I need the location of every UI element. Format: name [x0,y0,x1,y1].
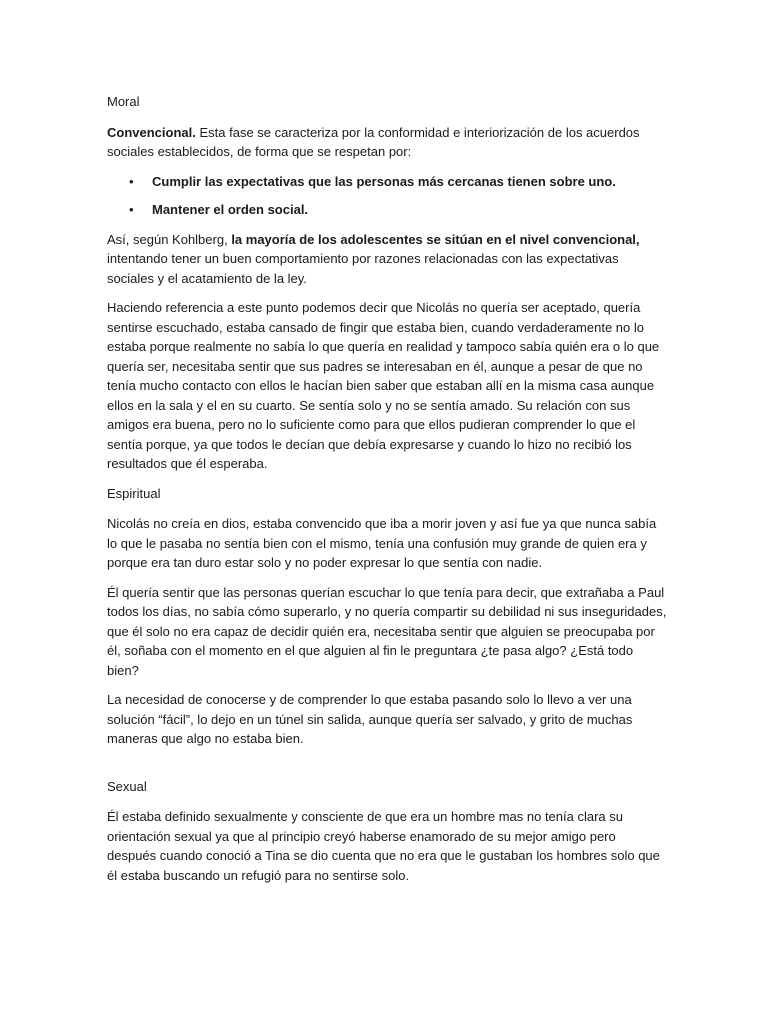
section-heading-moral: Moral [107,94,140,109]
section-heading-sexual: Sexual [107,778,147,794]
blank-line [107,759,668,777]
espiritual-paragraph-1: Nicolás no creía en dios, estaba convencido que iba a morir joven y así fue ya que nunca sabía lo que le pasaba no sentía bien con el mismo, tenía una confusión muy grande de quien era y porque era tan duro estar solo y no poder expresar lo que sentía con nadie. [107,516,657,570]
section-heading-espiritual: Espiritual [107,485,161,501]
kohlberg-paragraph [107,230,668,289]
moral-intro-paragraph [107,123,668,162]
espiritual-paragraph-3: La necesidad de conocerse y de comprender lo que estaba pasando solo lo llevo a ver una solución “fácil”, lo dejo en un túnel sin salida, aunque quería ser salvado, y grito de muchas maneras que algo no estaba bien. [107,692,633,746]
bullet-icon: • [129,173,134,189]
list-item [107,200,668,220]
kohlberg-bold-text: la mayoría de los adolescentes se sitúan en el nivel convencional, [231,231,640,247]
bullet-icon: • [129,202,134,217]
kohlberg-text-end: intentando tener un buen comportamiento por razones relacionadas con las expectativas sociales y el acatamiento de la ley. [107,251,619,286]
sexual-paragraph: Él estaba definido sexualmente y consciente de que era un hombre mas no tenía clara su orientación sexual ya que al principio creyó haberse enamorado de su mejor amigo pero después cuando conoció a Tina se dio cuenta que no era que le gustaban los hombres solo que él estaba buscando un refugió para no sentirse solo. [107,809,660,883]
list-item [107,172,668,192]
espiritual-paragraph-2: Él quería sentir que las personas querían escuchar lo que tenía para decir, que extrañaba a Paul todos los días, no sabía cómo superarlo, y no quería compartir su debilidad ni sus inseguridades, que él solo no era capaz de decidir quién era, necesitaba sentir que alguien se preocupaba por él, soñaba con el momento en el que alguien al fin le preguntara ¿te pasa algo? ¿Está todo bien? [107,584,667,678]
intro-text: Esta fase se caracteriza por la conformidad e interiorización de los acuerdos sociales establecidos, de forma que se respetan por: [107,124,640,159]
expectations-list [107,172,668,220]
kohlberg-text-start: Así, según Kohlberg, [107,231,232,247]
nicolas-moral-paragraph: Haciendo referencia a este punto podemos decir que Nicolás no quería ser aceptado, quería sentirse escuchado, estaba cansado de fingir que estaba bien, cuando verdaderamente no lo estaba porque realmente no sabía lo que quería en realidad y tampoco sabía quién era o lo que quería ser, necesitaba sentir que sus padres se interesaban en él, aunque a pesar de que no tenía mucho contacto con ellos le hacían bien saber que estaban allí en la misma casa aunque ellos en la sala y el en su cuarto. Se sentía solo y no se sentía amado. Su relación con sus amigos era buena, pero no lo suficiente como para que ellos pudieran comprender lo que el sentía porque, ya que todos le decían que debía expresarse y cuando lo hizo no recibió los resultados que él esperaba. [107,300,660,471]
intro-bold-term: Convencional. [107,124,196,140]
list-item-text: Mantener el orden social. [152,202,309,217]
list-item-text: Cumplir las expectativas que las personas más cercanas tienen sobre uno. [152,173,616,189]
